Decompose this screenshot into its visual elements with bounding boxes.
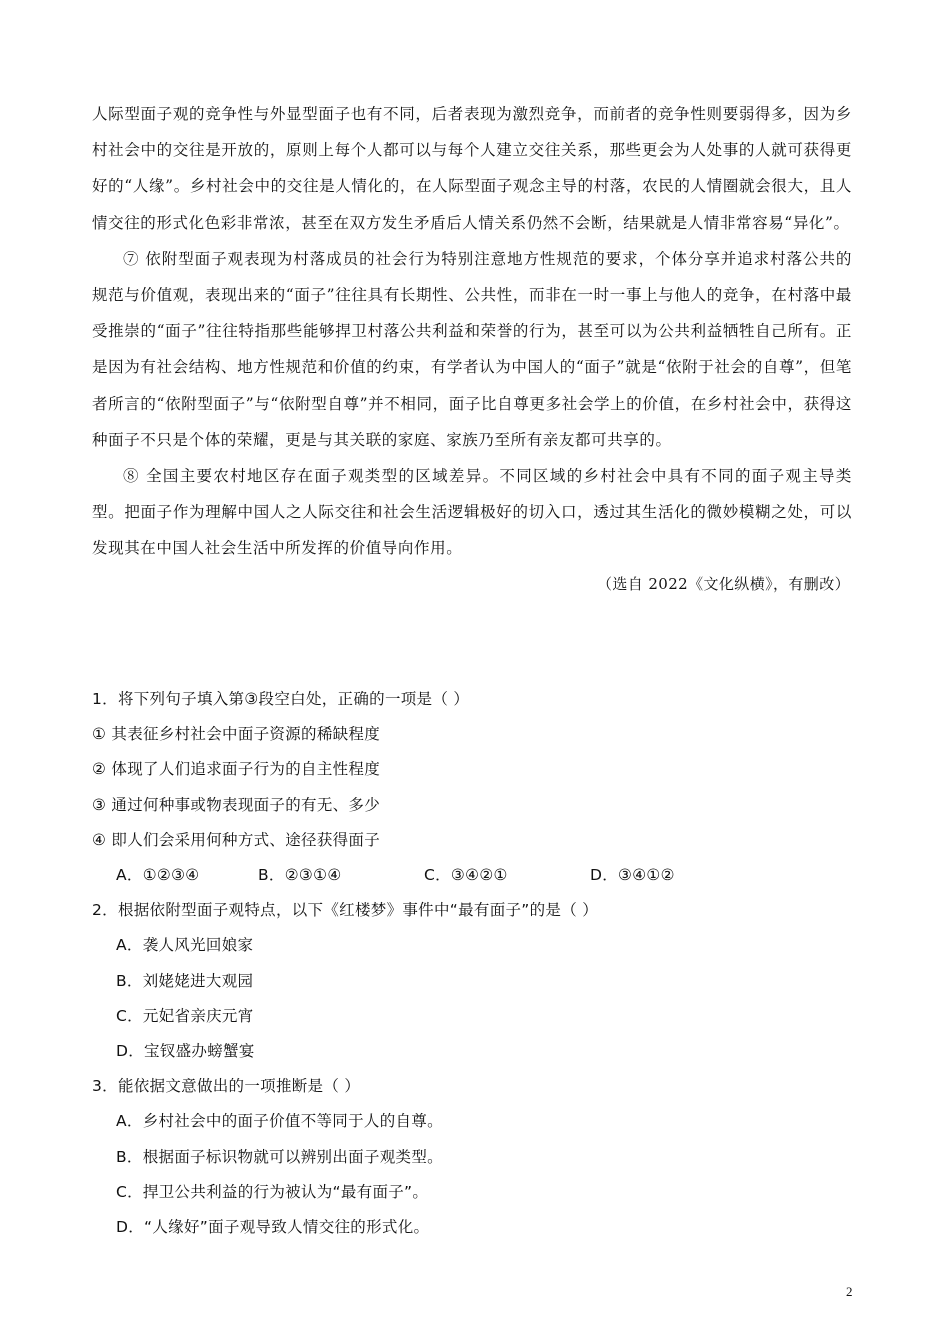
question-1-choice-c: C．③④②① (424, 866, 508, 885)
paragraph-7: ⑦ 依附型面子观表现为村落成员的社会行为特别注意地方性规范的要求，个体分享并追求村落公共的规范与价值观，表现出来的“面子”往往具有长期性、公共性，而非在一时一事上与他人的竞争，在村落中最受推崇的“面子”往往特指那些能够捍卫村落公共利益和荣誉的行为，甚至可以为公共利益牺牲自己所有。正是因为有社会结构、地方性规范和价值的约束，有学者认为中国人的“面子”就是“依附于社会的自尊”，但笔者所言的“依附型面子”与“依附型自尊”并不相同，面子比自尊更多社会学上的价值，在乡村社会中，获得这种面子不只是个体的荣耀，更是与其关联的家庭、家族乃至所有亲友都可共享的。 (92, 249, 852, 449)
question-1-item: ② 体现了人们追求面子行为的自主性程度 (92, 760, 381, 779)
question-1-choice-b: B．②③①④ (258, 866, 342, 885)
source-citation: （选自 2022《文化纵横》，有删改） (596, 574, 850, 593)
question-1-item: ④ 即人们会采用何种方式、途径获得面子 (92, 830, 381, 849)
question-3-choice-d: D．“人缘好”面子观导致人情交往的形式化。 (116, 1218, 430, 1237)
question-1-item: ③ 通过何种事或物表现面子的有无、多少 (92, 795, 381, 814)
question-2-choice-d: D．宝钗盛办螃蟹宴 (116, 1042, 255, 1061)
question-2-choice-b: B．刘姥姥进大观园 (116, 971, 254, 990)
question-3-choice-c: C．捍卫公共利益的行为被认为“最有面子”。 (116, 1182, 429, 1201)
question-1-item: ① 其表征乡村社会中面子资源的稀缺程度 (92, 725, 381, 744)
question-3-choice-a: A．乡村社会中的面子价值不等同于人的自尊。 (116, 1112, 443, 1131)
question-1-choice-a: A．①②③④ (116, 866, 200, 885)
paragraph-8: ⑧ 全国主要农村地区存在面子观类型的区域差异。不同区域的乡村社会中具有不同的面子观主导类型。把面子作为理解中国人之人际交往和社会生活逻辑极好的切入口，透过其生活化的微妙模糊之处，可以发现其在中国人社会生活中所发挥的价值导向作用。 (92, 467, 852, 558)
question-2-choice-c: C．元妃省亲庆元宵 (116, 1006, 254, 1025)
question-2-choice-a: A．袭人风光回娘家 (116, 936, 254, 955)
question-1-choices (92, 858, 852, 893)
question-3-choice-b: B．根据面子标识物就可以辨别出面子观类型。 (116, 1147, 443, 1166)
page-number: 2 (846, 1284, 853, 1299)
question-3-stem: 3．能依据文意做出的一项推断是（ ） (92, 1077, 361, 1096)
passage (92, 96, 852, 601)
questions-section (92, 682, 852, 1245)
question-1-stem: 1．将下列句子填入第③段空白处，正确的一项是（ ） (92, 690, 470, 708)
question-2-stem: 2．根据依附型面子观特点，以下《红楼梦》事件中“最有面子”的是（ ） (92, 901, 599, 920)
question-1-choice-d: D．③④①② (590, 866, 675, 885)
paragraph-6-continued: 人际型面子观的竞争性与外显型面子也有不同，后者表现为激烈竞争，而前者的竞争性则要弱得多，因为乡村社会中的交往是开放的，原则上每个人都可以与每个人建立交往关系，那些更会为人处事的人就可获得更好的“人缘”。乡村社会中的交往是人情化的，在人际型面子观念主导的村落，农民的人情圈就会很大，且人情交往的形式化色彩非常浓，甚至在双方发生矛盾后人情关系仍然不会断，结果就是人情非常容易“异化”。 (92, 105, 852, 232)
